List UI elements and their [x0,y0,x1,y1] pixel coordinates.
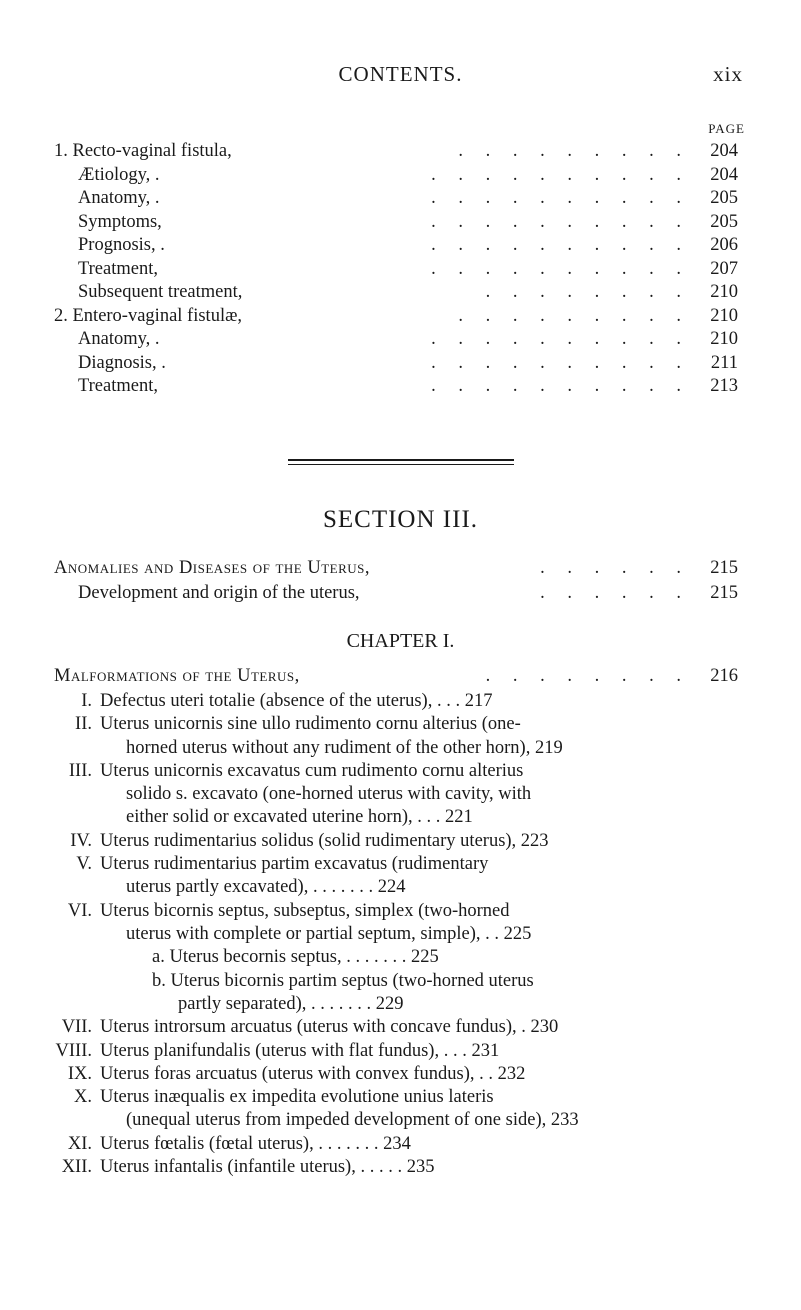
toc-leader-dots: . . . . . . . . [485,666,690,686]
toc-entry [78,279,738,305]
toc-page-number: 213 [710,376,738,396]
chapter-item-numeral: IV. [70,830,92,851]
toc-page-number: 207 [710,258,738,279]
toc-entry [54,555,738,581]
toc-entry-label: Treatment, [78,258,158,279]
chapter-item [48,1084,738,1131]
chapter-item [48,1061,738,1084]
chapter-item [48,851,738,898]
toc-page-number: 204 [710,164,738,185]
toc-entry [78,373,738,399]
toc-page-number: 205 [710,211,738,232]
chapter-item-line: Uterus rudimentarius solidus (solid rudimentary uterus), 223 [100,830,549,851]
chapter-item [48,688,738,711]
toc-entry-label: Anatomy, . [78,329,160,349]
toc-leader-dots: . . . . . . . . . [458,141,690,161]
toc-entry [54,138,738,164]
chapter-item-line: Uterus bicornis septus, subseptus, simplex (two-horned [100,900,510,921]
toc-entry [78,580,738,606]
toc-entry-label: 2. Entero-vaginal fistulæ, [54,305,243,326]
toc-entry-label: Anatomy, . [78,188,160,208]
chapter-item-line: Uterus unicornis excavatus cum rudimento cornu alterius [100,760,524,781]
toc-entry-label: Development and origin of the uterus, [78,583,360,603]
chapter-item-numeral: IX. [67,1063,92,1084]
toc-leader-dots: . . . . . . . . [485,282,690,302]
chapter-item [48,898,738,945]
toc-entry-label: Symptoms, [78,211,162,232]
chapter-item-numeral: I. [81,691,92,711]
chapter-item-line: a. Uterus becornis septus, . . . . . . . 225 [152,947,439,968]
toc-page-number: 215 [710,558,738,578]
toc-entry-label: 1. Recto-vaginal fistula, [54,141,232,161]
toc-page-number: 210 [710,329,738,349]
running-title: CONTENTS. [338,62,463,86]
folio-number: xix [713,62,743,86]
toc-entry [78,209,738,235]
chapter-item [48,1038,738,1061]
toc-entry [78,326,738,352]
chapter-item [48,1154,738,1177]
chapter-item-numeral: VI. [67,900,92,921]
toc-entry-label: Treatment, [78,376,158,396]
chapter-item-line: Uterus fœtalis (fœtal uterus), . . . . . . . 234 [100,1133,411,1154]
toc-entry [78,350,738,376]
chapter-item-numeral: V. [76,854,92,875]
toc-entry [78,256,738,282]
toc-entry [78,185,738,211]
toc-page-number: 206 [710,235,738,255]
toc-page-number: 204 [710,141,738,161]
chapter-item-line: Uterus inæqualis ex impedita evolutione unius lateris [100,1087,494,1108]
toc-leader-dots: . . . . . . [540,558,690,578]
toc-entry-label: Ætiology, . [78,164,160,185]
chapter-item-line: solido s. excavato (one-horned uterus with cavity, with [126,784,532,805]
toc-page-number: 215 [710,583,738,603]
toc-leader-dots: . . . . . . . . . . [431,329,690,349]
toc-entry [78,232,738,258]
chapter-item [48,968,738,1015]
toc-leader-dots: . . . . . . . . . [458,305,690,326]
chapter-item [48,1131,738,1154]
toc-entry-label: Diagnosis, . [78,352,166,373]
chapter-item-line: Uterus foras arcuatus (uterus with convex fundus), . . 232 [100,1063,526,1084]
toc-page-number: 216 [710,666,738,686]
chapter-item-line: (unequal uterus from impeded development of one side), 233 [126,1110,579,1131]
chapter-item-numeral: II. [75,714,92,735]
toc-leader-dots: . . . . . . . . . . [431,352,690,373]
toc-leader-dots: . . . . . . . . . . [431,258,690,279]
chapter-item-numeral: VIII. [55,1040,92,1061]
toc-entry [54,663,738,689]
chapter-item-numeral: III. [68,760,92,781]
chapter-item-line: partly separated), . . . . . . . 229 [178,993,404,1014]
chapter-item-line: Uterus introrsum arcuatus (uterus with concave fundus), . 230 [100,1017,559,1038]
toc-entry [78,162,738,188]
toc-entry-label: Prognosis, . [78,235,165,255]
toc-entry-label: Anomalies and Diseases of the Uterus, [54,558,371,578]
toc-leader-dots: . . . . . . . . . . [431,376,690,396]
toc-page-number: 211 [710,352,738,373]
chapter-item-numeral: XII. [61,1157,92,1177]
section-title: SECTION III. [322,506,479,533]
chapter-item [48,1014,738,1037]
toc-page-number: 210 [710,305,738,326]
toc-leader-dots: . . . . . . [540,583,690,603]
section-rule-thick [288,459,514,461]
chapter-item-numeral: VII. [61,1017,92,1038]
toc-page-number: 205 [710,188,738,208]
page-column-label: PAGE [708,121,745,136]
chapter-item-line: Uterus unicornis sine ullo rudimento cornu alterius (one- [100,714,521,735]
section-rule-thin [288,464,514,465]
chapter-item [48,828,738,851]
chapter-item-line: either solid or excavated uterine horn), . . . 221 [126,807,473,828]
chapter-item-line: Uterus planifundalis (uterus with flat fundus), . . . 231 [100,1040,500,1061]
toc-entry-label: Subsequent treatment, [78,282,243,302]
chapter-item [48,711,738,758]
chapter-item-line: Uterus infantalis (infantile uterus), . . . . . 235 [100,1157,435,1177]
chapter-item-line: b. Uterus bicornis partim septus (two-horned uterus [152,970,534,991]
chapter-item-numeral: X. [74,1087,92,1108]
chapter-item-line: uterus with complete or partial septum, simple), . . 225 [126,923,532,944]
toc-page-number: 210 [710,282,738,302]
chapter-item-line: Defectus uteri totalie (absence of the uterus), . . . 217 [100,691,493,711]
chapter-item [48,944,738,967]
toc-leader-dots: . . . . . . . . . . [431,164,690,185]
chapter-title: CHAPTER I. [346,630,455,652]
chapter-item-line: horned uterus without any rudiment of the other horn), 219 [126,737,563,758]
chapter-item-line: uterus partly excavated), . . . . . . . 224 [126,877,406,898]
toc-entry [54,303,738,329]
toc-leader-dots: . . . . . . . . . . [431,188,690,208]
toc-leader-dots: . . . . . . . . . . [431,211,690,232]
toc-entry-label: Malformations of the Uterus, [54,666,300,686]
chapter-item-line: Uterus rudimentarius partim excavatus (rudimentary [100,854,489,875]
chapter-item-numeral: XI. [67,1133,92,1154]
toc-leader-dots: . . . . . . . . . . [431,235,690,255]
chapter-item [48,758,738,828]
